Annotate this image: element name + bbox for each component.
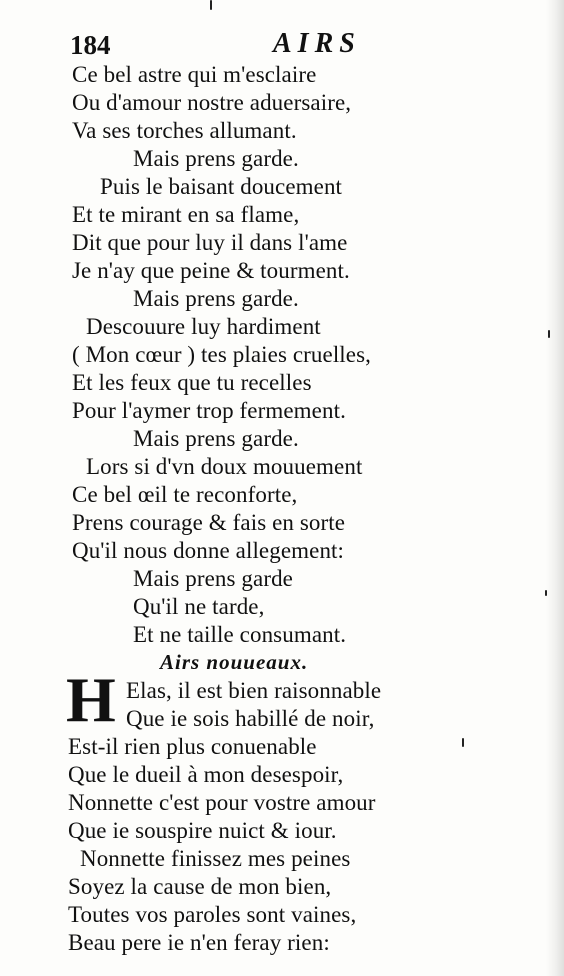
running-title: AIRS	[273, 28, 361, 59]
poem-line: Ou d'amour nostre aduersaire,	[72, 90, 352, 115]
refrain-line: Mais prens garde.	[133, 146, 299, 171]
poem-line: Et te mirant en sa flame,	[72, 202, 300, 227]
refrain-line: Et ne taille consumant.	[133, 622, 347, 647]
section-title: Airs nouueaux.	[160, 650, 309, 674]
poem-line: Toutes vos paroles sont vaines,	[68, 902, 357, 927]
poem-line: Nonnette finissez mes peines	[80, 846, 351, 871]
refrain-line: Mais prens garde.	[133, 426, 299, 451]
poem-line: Beau pere ie n'en feray rien:	[68, 930, 330, 955]
poem-line: Et les feux que tu recelles	[72, 370, 312, 395]
poem-line: Que ie souspire nuict & iour.	[68, 818, 337, 843]
poem-line: Est-il rien plus conuenable	[68, 734, 317, 759]
poem-line: Je n'ay que peine & tourment.	[72, 258, 350, 283]
poem-line: ( Mon cœur ) tes plaies cruelles,	[72, 342, 372, 367]
drop-cap: H	[66, 664, 116, 735]
refrain-line: Mais prens garde.	[133, 286, 299, 311]
poem-line: Qu'il nous donne allegement:	[72, 538, 345, 563]
poem-line: Lors si d'vn doux mouuement	[86, 454, 363, 479]
page-number: 184	[70, 30, 111, 60]
poem-line: Va ses torches allumant.	[72, 118, 297, 143]
poem-line: Elas, il est bien raisonnable	[126, 678, 382, 703]
refrain-line: Mais prens garde	[133, 566, 293, 591]
poem-line: Que ie sois habillé de noir,	[126, 706, 375, 731]
poem-line: Puis le baisant doucement	[100, 174, 343, 199]
poem-line: Que le dueil à mon desespoir,	[68, 762, 344, 787]
refrain-line: Qu'il ne tarde,	[133, 594, 265, 619]
poem-line: Prens courage & fais en sorte	[72, 510, 346, 535]
poem-line: Dit que pour luy il dans l'ame	[72, 230, 348, 255]
scan-speck	[548, 330, 550, 338]
poem-line: Ce bel œil te reconforte,	[72, 482, 298, 507]
poem-line: Ce bel astre qui m'esclaire	[72, 62, 317, 87]
poem-line: Pour l'aymer trop fermement.	[72, 398, 346, 423]
poem-line: Descouure luy hardiment	[86, 314, 321, 339]
scan-speck	[210, 0, 212, 10]
scan-speck	[462, 738, 464, 747]
page-gutter-shadow	[546, 0, 564, 976]
poem-line: Nonnette c'est pour vostre amour	[68, 790, 376, 815]
poem-line: Soyez la cause de mon bien,	[68, 874, 332, 899]
scan-speck	[545, 590, 547, 596]
